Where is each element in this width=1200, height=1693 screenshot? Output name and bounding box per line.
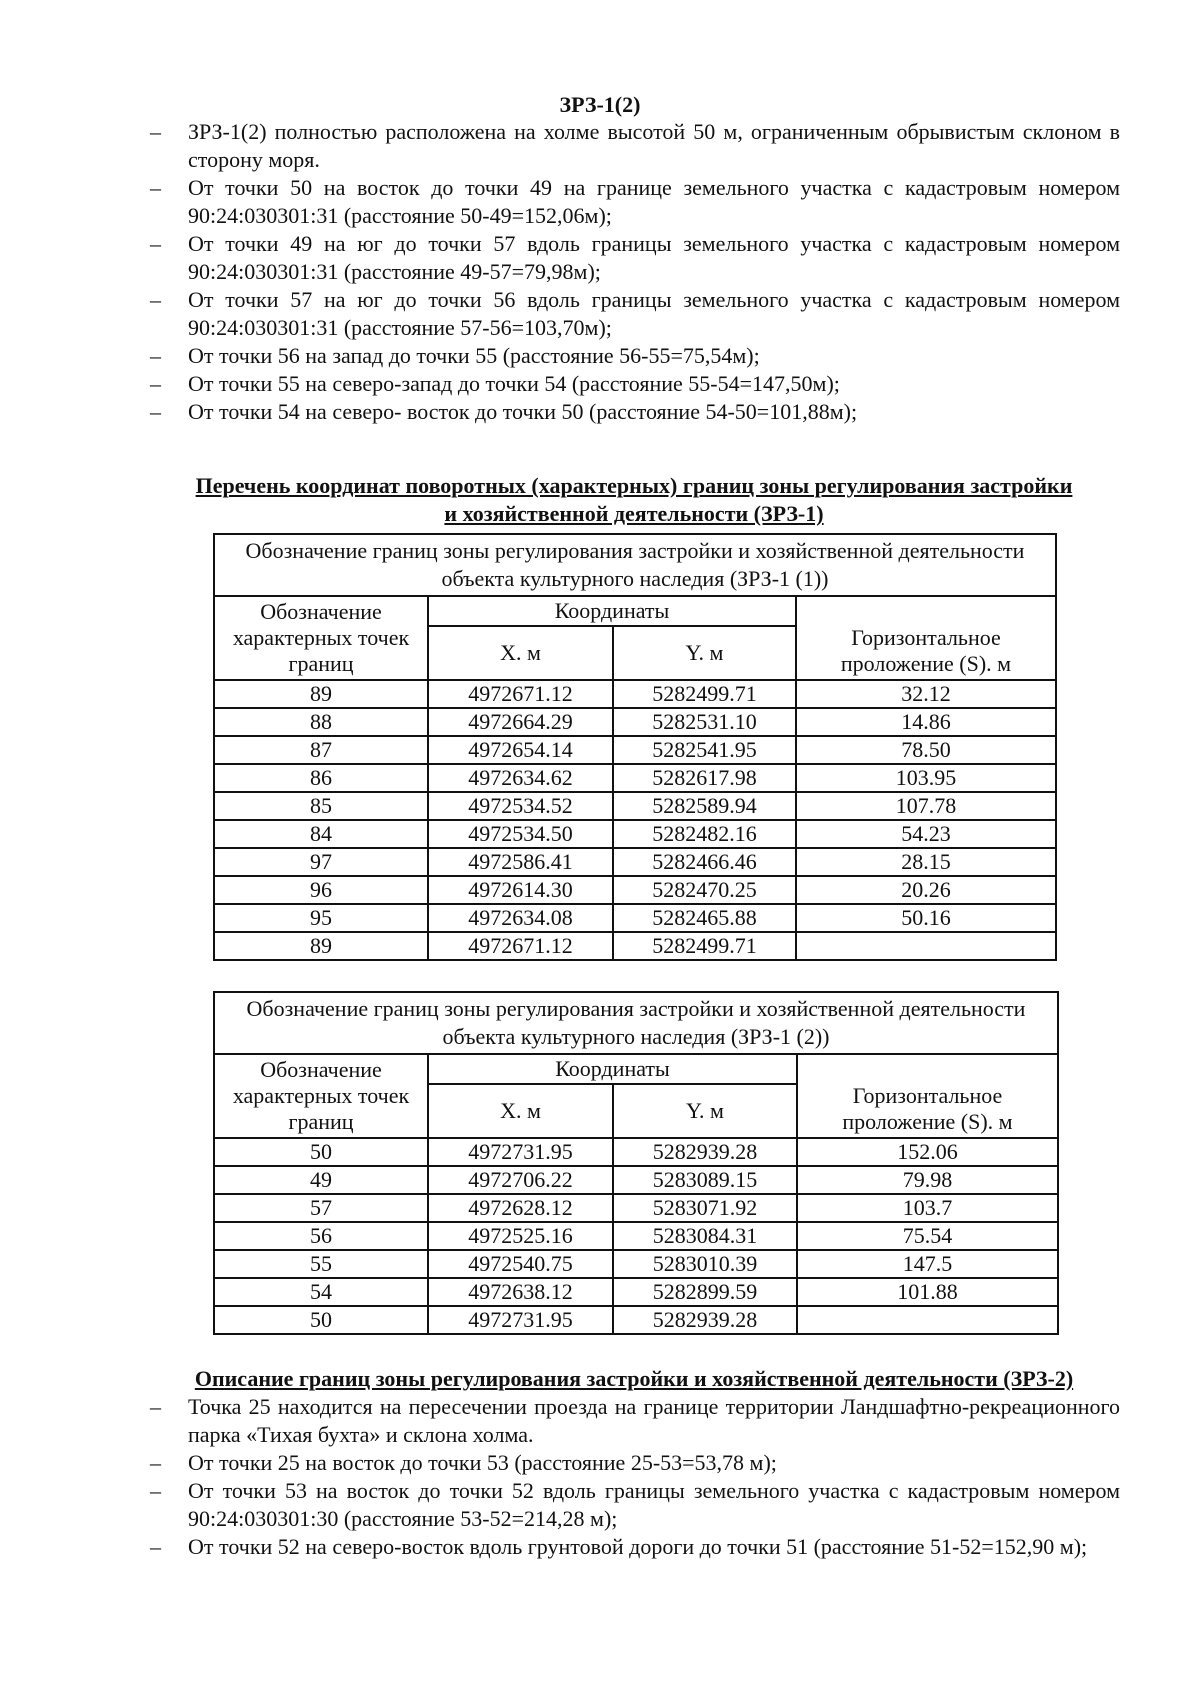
cell-s: 32.12 bbox=[796, 680, 1056, 708]
table-row bbox=[214, 1138, 1058, 1166]
cell-s: 103.7 bbox=[797, 1194, 1058, 1222]
table-row bbox=[214, 1166, 1058, 1194]
cell-point: 88 bbox=[214, 708, 428, 736]
cell-s: 78.50 bbox=[796, 736, 1056, 764]
cell-s: 75.54 bbox=[797, 1222, 1058, 1250]
header-y: Y. м bbox=[613, 626, 796, 680]
header-point: Обозначение характерных точек границ bbox=[214, 1054, 428, 1138]
cell-point: 89 bbox=[214, 932, 428, 960]
table-row bbox=[214, 932, 1056, 960]
cell-x: 4972614.30 bbox=[428, 876, 613, 904]
table-row bbox=[214, 1306, 1058, 1334]
cell-point: 86 bbox=[214, 764, 428, 792]
list-item: – От точки 49 на юг до точки 57 вдоль границы земельного участка с кадастровым номером 90:24:030301:31 (расстояние 49-57=79,98м); bbox=[150, 231, 1120, 284]
cell-s: 79.98 bbox=[797, 1166, 1058, 1194]
dash-bullet: – bbox=[150, 1394, 161, 1419]
table-row bbox=[214, 820, 1056, 848]
table-caption: Обозначение границ зоны регулирования застройки и хозяйственной деятельности объекта культурного наследия (ЗРЗ-1 (1)) bbox=[214, 534, 1056, 596]
cell-y: 5283089.15 bbox=[613, 1166, 797, 1194]
header-x: X. м bbox=[428, 626, 613, 680]
zrz1-2-description-list bbox=[150, 118, 1120, 426]
cell-x: 4972586.41 bbox=[428, 848, 613, 876]
table-row bbox=[214, 1222, 1058, 1250]
header-s: Горизонтальное проложение (S). м bbox=[797, 1054, 1058, 1138]
dash-bullet: – bbox=[150, 119, 161, 144]
cell-point: 84 bbox=[214, 820, 428, 848]
cell-point: 85 bbox=[214, 792, 428, 820]
cell-x: 4972731.95 bbox=[428, 1306, 613, 1334]
dash-bullet: – bbox=[150, 1478, 161, 1503]
cell-s: 107.78 bbox=[796, 792, 1056, 820]
cell-x: 4972534.52 bbox=[428, 792, 613, 820]
cell-x: 4972534.50 bbox=[428, 820, 613, 848]
list-item: – От точки 56 на запад до точки 55 (расстояние 56-55=75,54м); bbox=[150, 343, 760, 368]
table-row bbox=[214, 764, 1056, 792]
cell-y: 5282589.94 bbox=[613, 792, 796, 820]
cell-s: 20.26 bbox=[796, 876, 1056, 904]
table-row bbox=[214, 876, 1056, 904]
table2-body bbox=[214, 1138, 1058, 1334]
dash-bullet: – bbox=[150, 231, 161, 256]
table-caption: Обозначение границ зоны регулирования застройки и хозяйственной деятельности объекта культурного наследия (ЗРЗ-1 (2)) bbox=[214, 992, 1058, 1054]
table-row bbox=[214, 708, 1056, 736]
cell-y: 5283084.31 bbox=[613, 1222, 797, 1250]
list-item: – От точки 53 на восток до точки 52 вдоль границы земельного участка с кадастровым номером 90:24:030301:30 (расстояние 53-52=214,28 м); bbox=[150, 1478, 1120, 1531]
cell-x: 4972628.12 bbox=[428, 1194, 613, 1222]
cell-y: 5282531.10 bbox=[613, 708, 796, 736]
cell-x: 4972671.12 bbox=[428, 932, 613, 960]
cell-y: 5282939.28 bbox=[613, 1306, 797, 1334]
table-row bbox=[214, 1250, 1058, 1278]
cell-x: 4972634.62 bbox=[428, 764, 613, 792]
dash-bullet: – bbox=[150, 1534, 161, 1559]
cell-y: 5282465.88 bbox=[613, 904, 796, 932]
cell-s: 28.15 bbox=[796, 848, 1056, 876]
list-item: – ЗРЗ-1(2) полностью расположена на холме высотой 50 м, ограниченным обрывистым склоном в сторону моря. bbox=[150, 119, 1120, 172]
list-item: – От точки 54 на северо- восток до точки 50 (расстояние 54-50=101,88м); bbox=[150, 399, 858, 424]
table-row bbox=[214, 736, 1056, 764]
cell-y: 5282470.25 bbox=[613, 876, 796, 904]
cell-x: 4972638.12 bbox=[428, 1278, 613, 1306]
cell-point: 95 bbox=[214, 904, 428, 932]
dash-bullet: – bbox=[150, 287, 161, 312]
header-point: Обозначение характерных точек границ bbox=[214, 596, 428, 680]
cell-x: 4972671.12 bbox=[428, 680, 613, 708]
cell-s: 14.86 bbox=[796, 708, 1056, 736]
coords-list-title bbox=[148, 472, 1120, 528]
cell-y: 5282617.98 bbox=[613, 764, 796, 792]
table-row bbox=[214, 904, 1056, 932]
coords-title-line2: и хозяйственной деятельности (ЗРЗ-1) bbox=[444, 501, 824, 526]
header-coords: Координаты bbox=[428, 596, 796, 626]
cell-point: 56 bbox=[214, 1222, 428, 1250]
cell-y: 5283010.39 bbox=[613, 1250, 797, 1278]
cell-point: 57 bbox=[214, 1194, 428, 1222]
cell-x: 4972706.22 bbox=[428, 1166, 613, 1194]
table-row bbox=[214, 848, 1056, 876]
cell-y: 5282899.59 bbox=[613, 1278, 797, 1306]
cell-y: 5283071.92 bbox=[613, 1194, 797, 1222]
cell-point: 96 bbox=[214, 876, 428, 904]
cell-s: 147.5 bbox=[797, 1250, 1058, 1278]
list-item: – От точки 25 на восток до точки 53 (расстояние 25-53=53,78 м); bbox=[150, 1450, 777, 1475]
header-coords: Координаты bbox=[428, 1054, 797, 1084]
cell-s: 101.88 bbox=[797, 1278, 1058, 1306]
list-item: – От точки 57 на юг до точки 56 вдоль границы земельного участка с кадастровым номером 90:24:030301:31 (расстояние 57-56=103,70м); bbox=[150, 287, 1120, 340]
cell-x: 4972525.16 bbox=[428, 1222, 613, 1250]
cell-point: 55 bbox=[214, 1250, 428, 1278]
zrz2-title: Описание границ зоны регулирования застройки и хозяйственной деятельности (ЗРЗ-2) bbox=[194, 1366, 1074, 1391]
cell-y: 5282482.16 bbox=[613, 820, 796, 848]
table1-body bbox=[214, 680, 1056, 960]
dash-bullet: – bbox=[150, 1450, 161, 1475]
coords-table-zrz1-2 bbox=[213, 991, 1059, 1335]
cell-x: 4972540.75 bbox=[428, 1250, 613, 1278]
coords-title-line1: Перечень координат поворотных (характерных) границ зоны регулирования застройки bbox=[195, 473, 1073, 498]
cell-y: 5282466.46 bbox=[613, 848, 796, 876]
cell-y: 5282541.95 bbox=[613, 736, 796, 764]
table-row bbox=[214, 792, 1056, 820]
coords-table-zrz1-1 bbox=[213, 533, 1057, 961]
zrz1-2-heading: ЗРЗ-1(2) bbox=[559, 92, 641, 117]
cell-point: 50 bbox=[214, 1138, 428, 1166]
table-row bbox=[214, 680, 1056, 708]
cell-point: 87 bbox=[214, 736, 428, 764]
cell-point: 89 bbox=[214, 680, 428, 708]
cell-x: 4972654.14 bbox=[428, 736, 613, 764]
cell-s bbox=[796, 932, 1056, 960]
cell-s: 103.95 bbox=[796, 764, 1056, 792]
header-y: Y. м bbox=[613, 1084, 797, 1138]
cell-y: 5282499.71 bbox=[613, 932, 796, 960]
cell-x: 4972634.08 bbox=[428, 904, 613, 932]
zrz2-description-list bbox=[150, 1393, 1120, 1561]
cell-point: 50 bbox=[214, 1306, 428, 1334]
cell-x: 4972731.95 bbox=[428, 1138, 613, 1166]
cell-s: 152.06 bbox=[797, 1138, 1058, 1166]
list-item: – От точки 55 на северо-запад до точки 54 (расстояние 55-54=147,50м); bbox=[150, 371, 840, 396]
cell-point: 54 bbox=[214, 1278, 428, 1306]
cell-s: 50.16 bbox=[796, 904, 1056, 932]
list-item: – Точка 25 находится на пересечении проезда на границе территории Ландшафтно-рекреационного парка «Тихая бухта» и склона холма. bbox=[150, 1394, 1120, 1447]
table-row bbox=[214, 1194, 1058, 1222]
dash-bullet: – bbox=[150, 175, 161, 200]
list-item: – От точки 52 на северо-восток вдоль грунтовой дороги до точки 51 (расстояние 51-52=152,90 м); bbox=[150, 1534, 1088, 1559]
list-item: – От точки 50 на восток до точки 49 на границе земельного участка с кадастровым номером 90:24:030301:31 (расстояние 50-49=152,06м); bbox=[150, 175, 1120, 228]
dash-bullet: – bbox=[150, 399, 161, 424]
header-x: X. м bbox=[428, 1084, 613, 1138]
cell-point: 49 bbox=[214, 1166, 428, 1194]
table-row bbox=[214, 1278, 1058, 1306]
cell-s: 54.23 bbox=[796, 820, 1056, 848]
cell-y: 5282939.28 bbox=[613, 1138, 797, 1166]
dash-bullet: – bbox=[150, 371, 161, 396]
dash-bullet: – bbox=[150, 343, 161, 368]
cell-point: 97 bbox=[214, 848, 428, 876]
cell-s bbox=[797, 1306, 1058, 1334]
header-s: Горизонтальное проложение (S). м bbox=[796, 596, 1056, 680]
cell-y: 5282499.71 bbox=[613, 680, 796, 708]
cell-x: 4972664.29 bbox=[428, 708, 613, 736]
